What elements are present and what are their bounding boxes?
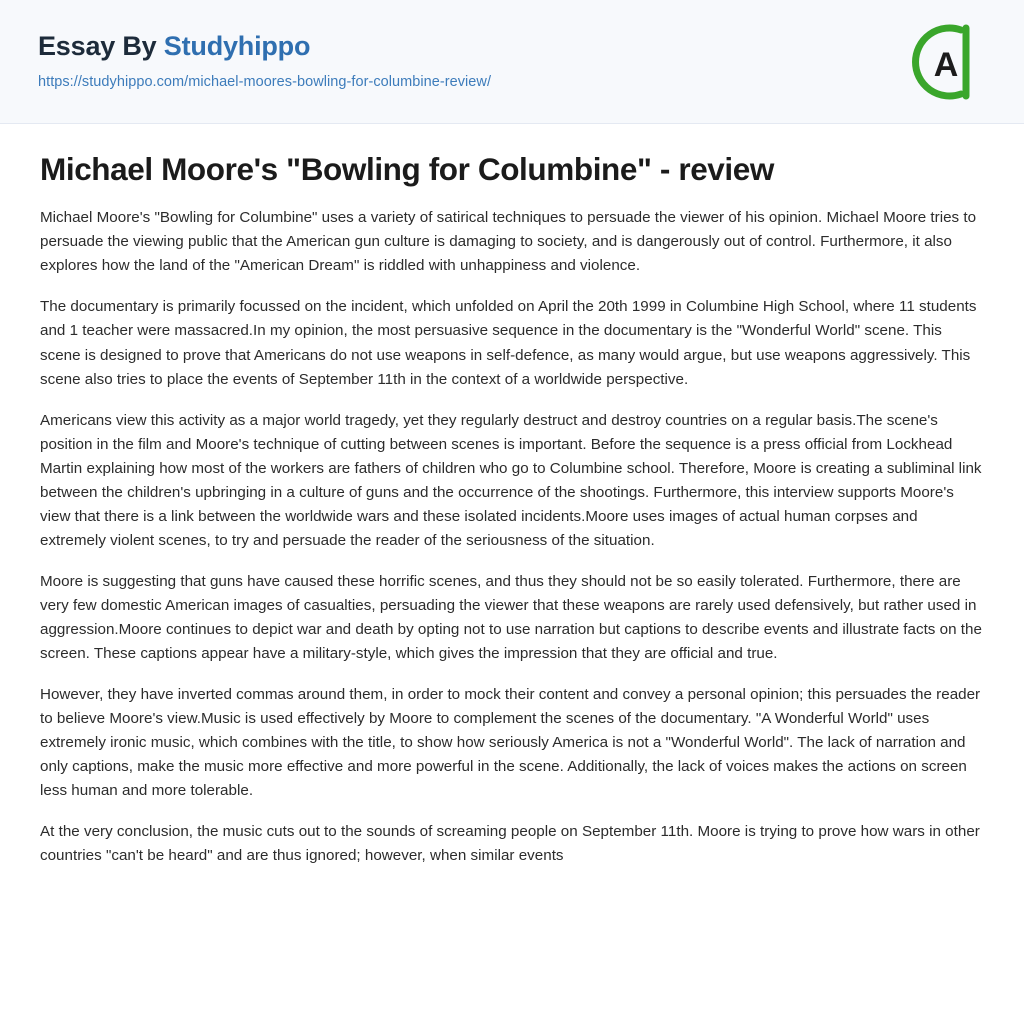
brand-prefix: Essay By	[38, 31, 164, 61]
svg-text:A: A	[933, 46, 959, 84]
article-paragraph: Moore is suggesting that guns have caused these horrific scenes, and thus they should not be so easily tolerated. Furthermore, there are very few domestic American images of casualties, persuading the viewer that these weapons are rarely used defensively, but rather used in aggression.Moore continues to depict war and death by opting not to use narration but captions to describe events and illustrate facts on the screen. These captions appear have a military-style, which gives the impression that they are official and true.	[40, 572, 982, 662]
article-paragraph: However, they have inverted commas around them, in order to mock their content and convey a personal opinion; this persuades the reader to believe Moore's view.Music is used effectively by Moore to complement the scenes of the documentary. "A Wonderful World" uses extremely ironic music, which combines with the title, to show how seriously America is not a "Wonderful World". The lack of narration and only captions, make the music more effective and more powerful in the scene. Additionally, the lack of voices makes the actions on screen less human and more tolerable.	[40, 685, 981, 799]
brand-name: Studyhippo	[163, 31, 311, 61]
article-paragraph: The documentary is primarily focussed on the incident, which unfolded on April the 20th 1999 in Columbine High School, where 11 students and 1 teacher were massacred.In my opinion, the most persuasive sequence in the documentary is the "Wonderful World" scene. This scene is designed to prove that Americans do not use weapons in self-defence, as many would argue, but use weapons aggressively. This scene also tries to place the events of September 11th in the context of a worldwide perspective.	[40, 298, 977, 388]
article-body	[0, 124, 1024, 868]
site-header	[0, 0, 1024, 124]
article-paragraph: At the very conclusion, the music cuts out to the sounds of screaming people on September 11th. Moore is trying to prove how wars in other countries "can't be heard" and are thus ignored; however, when similar events	[40, 822, 980, 864]
site-brand	[38, 30, 986, 62]
source-url[interactable]: https://studyhippo.com/michael-moores-bowling-for-columbine-review/	[38, 74, 492, 91]
studyhippo-logo-icon	[904, 20, 988, 104]
article-paragraph: Americans view this activity as a major world tragedy, yet they regularly destruct and destroy countries on a regular basis.The scene's position in the film and Moore's technique of cutting between scenes is important. Before the sequence is a press official from Lockhead Martin explaining how most of the workers are fathers of children who go to Columbine school. Therefore, Moore is creating a subliminal link between the children's upbringing in a culture of guns and the occurrence of the shootings. Furthermore, this interview supports Moore's view that there is a link between the worldwide wars and these isolated incidents.Moore uses images of actual human corpses and extremely violent scenes, to try and persuade the reader of the seriousness of the situation.	[40, 411, 982, 549]
article-paragraph: Michael Moore's "Bowling for Columbine" uses a variety of satirical techniques to persuade the viewer of his opinion. Michael Moore tries to persuade the viewing public that the American gun culture is damaging to society, and is dangerously out of control. Furthermore, it also explores how the land of the "American Dream" is riddled with unhappiness and violence.	[40, 209, 977, 275]
page-title: Michael Moore's "Bowling for Columbine" - review	[40, 151, 775, 187]
